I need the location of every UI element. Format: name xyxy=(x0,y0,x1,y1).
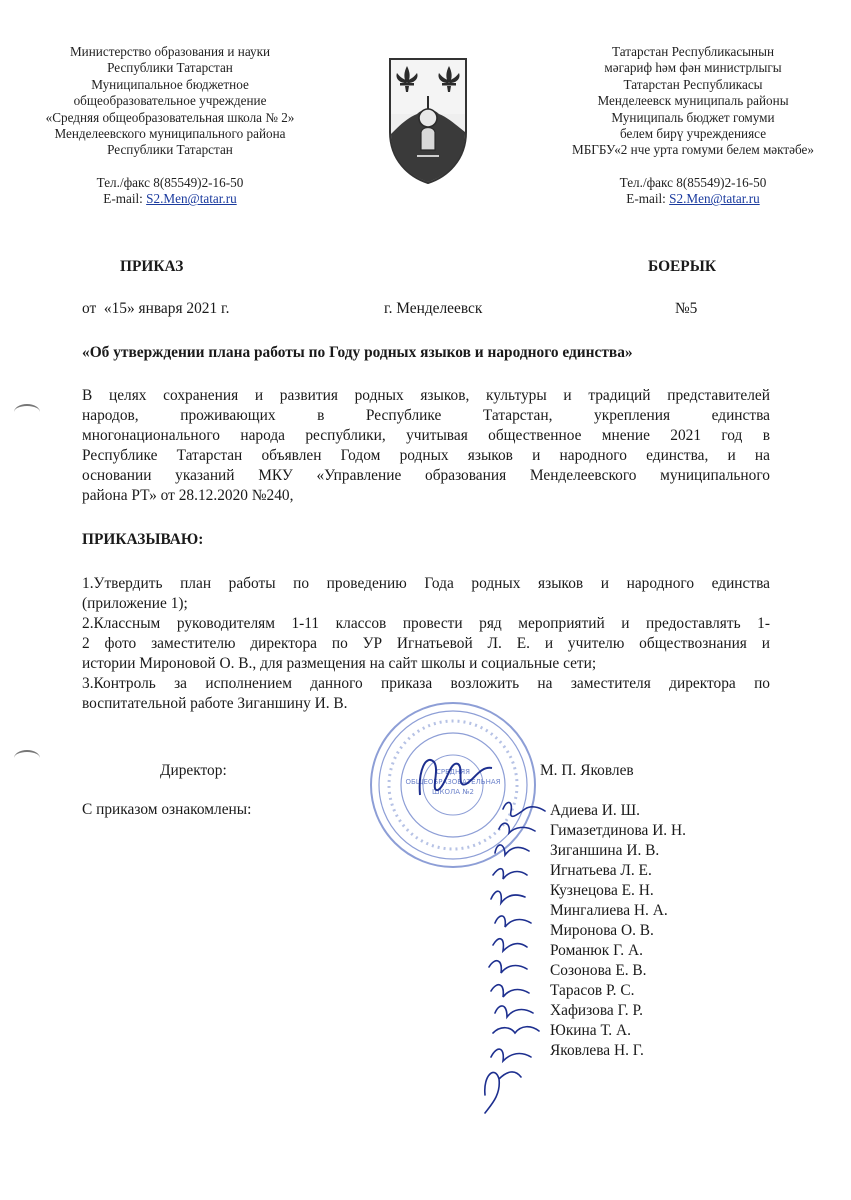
acquainted-name: Кузнецова Е. Н. xyxy=(550,882,654,899)
order-item-line: воспитательной работе Зиганшину И. В. xyxy=(82,695,348,712)
email-row xyxy=(20,191,320,207)
doc-city: г. Менделеевск xyxy=(384,300,483,317)
punch-hole-mark xyxy=(14,404,40,420)
email-link[interactable]: S2.Men@tatar.ru xyxy=(669,191,760,207)
phone-fax: Тел./факс 8(85549)2-16-50 xyxy=(619,174,767,190)
doc-date: от «15» января 2021 г. xyxy=(82,300,230,317)
punch-hole-mark xyxy=(14,750,40,766)
preamble-line: района РТ» от 28.12.2020 №240, xyxy=(82,487,294,504)
acquainted-name: Созонова Е. В. xyxy=(550,962,647,979)
preamble-line: В целях сохранения и развития родных языков, культуры и традиций представителей xyxy=(82,387,770,404)
coat-of-arms-icon xyxy=(387,56,469,186)
acquainted-name: Романюк Г. А. xyxy=(550,942,643,959)
order-item-line: 3.Контроль за исполнением данного приказа возложить на заместителя директора по xyxy=(82,675,770,692)
acquainted-name: Зиганшина И. В. xyxy=(550,842,660,859)
acquainted-name: Миронова О. В. xyxy=(550,922,654,939)
email-label: E-mail: xyxy=(626,191,666,207)
stamp-text-line: СРЕДНЯЯ xyxy=(436,768,470,776)
acquainted-name: Хафизова Г. Р. xyxy=(550,1002,643,1019)
letterhead-right xyxy=(558,44,828,208)
stamp-text-line: ШКОЛА №2 xyxy=(432,788,474,796)
doc-type-tt: БОЕРЫК xyxy=(648,258,716,275)
letterhead-line: Республики Татарстан xyxy=(107,142,233,158)
acquainted-name: Адиева И. Ш. xyxy=(550,802,640,819)
order-item-line: 1.Утвердить план работы по проведению Года родных языков и народного единства xyxy=(82,575,770,592)
acquainted-name: Тарасов Р. С. xyxy=(550,982,635,999)
letterhead-line: Муниципаль бюджет гомуми xyxy=(611,109,775,125)
order-item-line: (приложение 1); xyxy=(82,595,188,612)
order-item-line: истории Мироновой О. В., для размещения на сайт школы и социальные сети; xyxy=(82,655,597,672)
doc-type-ru: ПРИКАЗ xyxy=(120,258,184,275)
letterhead-line: Республики Татарстан xyxy=(107,60,233,76)
preamble-line: основании указаний МКУ «Управление образования Менделеевского муниципального xyxy=(82,467,770,484)
letterhead-line: Менделеевск муниципаль районы xyxy=(597,93,789,109)
letterhead-line: Министерство образования и науки xyxy=(69,44,271,59)
preamble-line: Республике Татарстан объявлен Годом родных языков и народного единства, и на xyxy=(82,447,770,464)
acquainted-name: Мингалиева Н. А. xyxy=(550,902,668,919)
letterhead-line: Менделеевского муниципального района xyxy=(54,126,286,142)
acquainted-name: Юкина Т. А. xyxy=(550,1022,631,1039)
letterhead-line: общеобразовательное учреждение xyxy=(73,93,267,109)
email-row xyxy=(558,191,828,207)
preamble-line: многонационального народа республики, учитывая общественное мнение 2021 год в xyxy=(82,427,770,444)
email-link[interactable]: S2.Men@tatar.ru xyxy=(146,191,237,207)
order-item-line: 2.Классным руководителям 1-11 классов провести ряд мероприятий и предоставлять 1- xyxy=(82,615,770,632)
email-label: E-mail: xyxy=(103,191,143,207)
acquainted-list xyxy=(550,801,686,1061)
doc-number: №5 xyxy=(675,300,698,317)
letterhead-line: Муниципальное бюджетное xyxy=(91,76,249,92)
acquainted-name: Гимазетдинова И. Н. xyxy=(550,822,686,839)
doc-title: «Об утверждении плана работы по Году родных языков и народного единства» xyxy=(82,344,633,361)
order-item-line: 2 фото заместителю директора по УР Игнатьевой Л. Е. и учителю обществознания и xyxy=(82,635,770,652)
order-items xyxy=(82,574,770,714)
preamble-line: народов, проживающих в Республике Татарстан, укрепления единства xyxy=(82,407,770,424)
coat-of-arms xyxy=(387,56,469,186)
letterhead-line: «Средняя общеобразовательная школа № 2» xyxy=(45,109,295,125)
acquainted-label: С приказом ознакомлены: xyxy=(82,801,252,818)
order-heading: ПРИКАЗЫВАЮ: xyxy=(82,531,204,548)
letterhead-line: белем бирү учреждениясе xyxy=(619,126,767,142)
acquainted-name: Игнатьева Л. Е. xyxy=(550,862,652,879)
director-label: Директор: xyxy=(160,762,227,779)
letterhead-line: Татарстан Республикасы xyxy=(623,76,763,92)
preamble-paragraph xyxy=(82,386,770,506)
staff-signatures xyxy=(455,795,555,1115)
letterhead-line: Татарстан Республикасынын xyxy=(611,44,775,59)
acquainted-name: Яковлева Н. Г. xyxy=(550,1042,644,1059)
letterhead-line: мәгариф һәм фән министрлыгы xyxy=(604,60,782,76)
stamp-text-line: ОБЩЕОБРАЗОВАТЕЛЬНАЯ xyxy=(405,778,501,786)
director-name: М. П. Яковлев xyxy=(540,762,634,779)
phone-fax: Тел./факс 8(85549)2-16-50 xyxy=(96,174,244,190)
letterhead-line: МБГБУ«2 нче урта гомуми белем мәктәбе» xyxy=(571,142,814,158)
letterhead-left xyxy=(20,44,320,208)
